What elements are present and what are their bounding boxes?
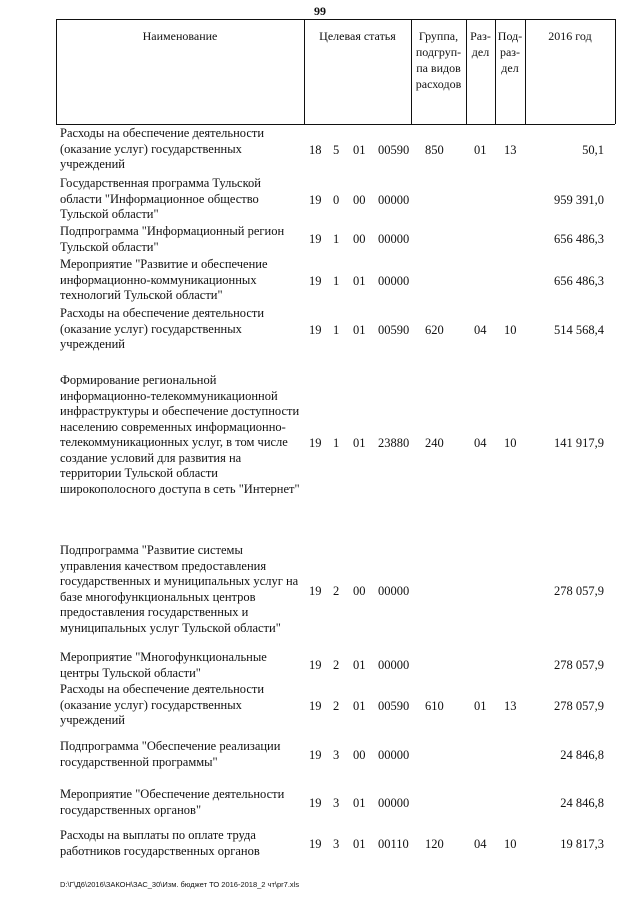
row-target-1: 19 — [309, 436, 322, 450]
row-target-1: 19 — [309, 232, 322, 246]
page-number: 99 — [314, 4, 326, 18]
row-target-4: 00000 — [378, 748, 410, 762]
row-group: 620 — [425, 323, 444, 337]
row-name: Государственная программа Тульской области "Информационное общество Тульской области" — [60, 176, 261, 221]
row-target-4: 00590 — [378, 699, 410, 713]
row-amount: 141 917,9 — [554, 436, 604, 450]
row-group: 610 — [425, 699, 444, 713]
header-target: Целевая статья — [319, 29, 396, 43]
row-target-3: 01 — [353, 837, 366, 851]
row-target-1: 19 — [309, 274, 322, 288]
row-target-4: 00000 — [378, 658, 410, 672]
row-target-1: 19 — [309, 584, 322, 598]
row-subsection: 10 — [504, 436, 517, 450]
row-target-4: 00110 — [378, 837, 409, 851]
row-amount: 278 057,9 — [554, 584, 604, 598]
row-group: 240 — [425, 436, 444, 450]
row-target-2: 0 — [333, 193, 340, 207]
row-name: Расходы на обеспечение деятельности (оказание услуг) государственных учреждений — [60, 126, 265, 171]
row-name: Формирование региональной информационно-телекоммуникационной инфраструктуры и обеспечение доступности населению современных информационно-телекоммуникационных услуг, в том числе создание условий для развития на территории Тульской области широкополосного доступа в сеть "Интернет" — [60, 373, 300, 496]
row-name: Расходы на выплаты по оплате труда работников государственных органов — [60, 828, 260, 858]
row-name: Расходы на обеспечение деятельности (оказание услуг) государственных учреждений — [60, 682, 265, 727]
row-amount: 50,1 — [582, 143, 604, 157]
row-target-4: 00590 — [378, 323, 410, 337]
row-subsection: 13 — [504, 699, 517, 713]
row-target-1: 19 — [309, 796, 322, 810]
row-section: 01 — [474, 143, 487, 157]
row-target-3: 00 — [353, 232, 366, 246]
row-target-3: 01 — [353, 796, 366, 810]
row-target-2: 2 — [333, 658, 340, 672]
row-target-3: 00 — [353, 193, 366, 207]
row-amount: 514 568,4 — [554, 323, 604, 337]
row-subsection: 13 — [504, 143, 517, 157]
row-target-2: 1 — [333, 323, 340, 337]
row-target-3: 01 — [353, 143, 366, 157]
row-name: Мероприятие "Развитие и обеспечение информационно-коммуникационных технологий Тульской области" — [60, 257, 268, 302]
row-target-4: 00590 — [378, 143, 410, 157]
row-section: 04 — [474, 436, 487, 450]
row-target-4: 00000 — [378, 274, 410, 288]
header-name: Наименование — [142, 29, 218, 43]
row-amount: 24 846,8 — [560, 748, 604, 762]
row-target-2: 5 — [333, 143, 340, 157]
row-target-4: 00000 — [378, 193, 410, 207]
header-group: Группа, подгруп- па видов расходов — [415, 29, 462, 91]
row-target-4: 23880 — [378, 436, 410, 450]
header-year: 2016 год — [548, 29, 592, 43]
row-target-3: 00 — [353, 584, 366, 598]
row-target-2: 3 — [333, 796, 340, 810]
row-amount: 19 817,3 — [560, 837, 604, 851]
row-target-3: 01 — [353, 436, 366, 450]
row-subsection: 10 — [504, 323, 517, 337]
row-target-2: 1 — [333, 232, 340, 246]
row-amount: 278 057,9 — [554, 699, 604, 713]
row-group: 120 — [425, 837, 444, 851]
row-target-1: 19 — [309, 748, 322, 762]
header-subsection: Под- раз- дел — [497, 29, 523, 75]
row-target-2: 3 — [333, 837, 340, 851]
row-target-3: 01 — [353, 699, 366, 713]
row-group: 850 — [425, 143, 444, 157]
row-target-2: 3 — [333, 748, 340, 762]
row-target-1: 19 — [309, 193, 322, 207]
row-name: Расходы на обеспечение деятельности (оказание услуг) государственных учреждений — [60, 306, 265, 351]
row-target-2: 2 — [333, 699, 340, 713]
row-section: 01 — [474, 699, 487, 713]
row-target-2: 1 — [333, 274, 340, 288]
row-target-1: 19 — [309, 699, 322, 713]
row-section: 04 — [474, 323, 487, 337]
row-amount: 24 846,8 — [560, 796, 604, 810]
row-section: 04 — [474, 837, 487, 851]
row-target-1: 18 — [309, 143, 322, 157]
row-amount: 656 486,3 — [554, 274, 604, 288]
row-target-3: 01 — [353, 658, 366, 672]
header-section: Раз- дел — [470, 29, 491, 59]
row-target-3: 01 — [353, 323, 366, 337]
row-target-2: 1 — [333, 436, 340, 450]
row-target-1: 19 — [309, 658, 322, 672]
row-target-4: 00000 — [378, 232, 410, 246]
row-amount: 278 057,9 — [554, 658, 604, 672]
row-amount: 656 486,3 — [554, 232, 604, 246]
row-name: Мероприятие "Обеспечение деятельности государственных органов" — [60, 787, 285, 817]
row-target-3: 00 — [353, 748, 366, 762]
row-name: Подпрограмма "Развитие системы управления качеством предоставления государственных и муниципальных услуг на базе многофункциональных центров предоставления государственных и муниципальных услуг Тульской области" — [60, 543, 299, 635]
row-name: Подпрограмма "Обеспечение реализации государственной программы" — [60, 739, 281, 769]
row-target-4: 00000 — [378, 796, 410, 810]
row-subsection: 10 — [504, 837, 517, 851]
row-target-1: 19 — [309, 323, 322, 337]
row-target-2: 2 — [333, 584, 340, 598]
row-amount: 959 391,0 — [554, 193, 604, 207]
row-target-3: 01 — [353, 274, 366, 288]
row-name: Мероприятие "Многофункциональные центры Тульской области" — [60, 650, 267, 680]
row-target-4: 00000 — [378, 584, 410, 598]
table-header — [56, 19, 615, 124]
row-name: Подпрограмма "Информационный регион Тульской области" — [60, 224, 285, 254]
row-target-1: 19 — [309, 837, 322, 851]
file-path-footer: D:\Г\Д6\2016\ЗАКОН\ЗАС_30\Изм. бюджет ТО 2016-2018_2 чт\pr7.xls — [60, 880, 300, 889]
